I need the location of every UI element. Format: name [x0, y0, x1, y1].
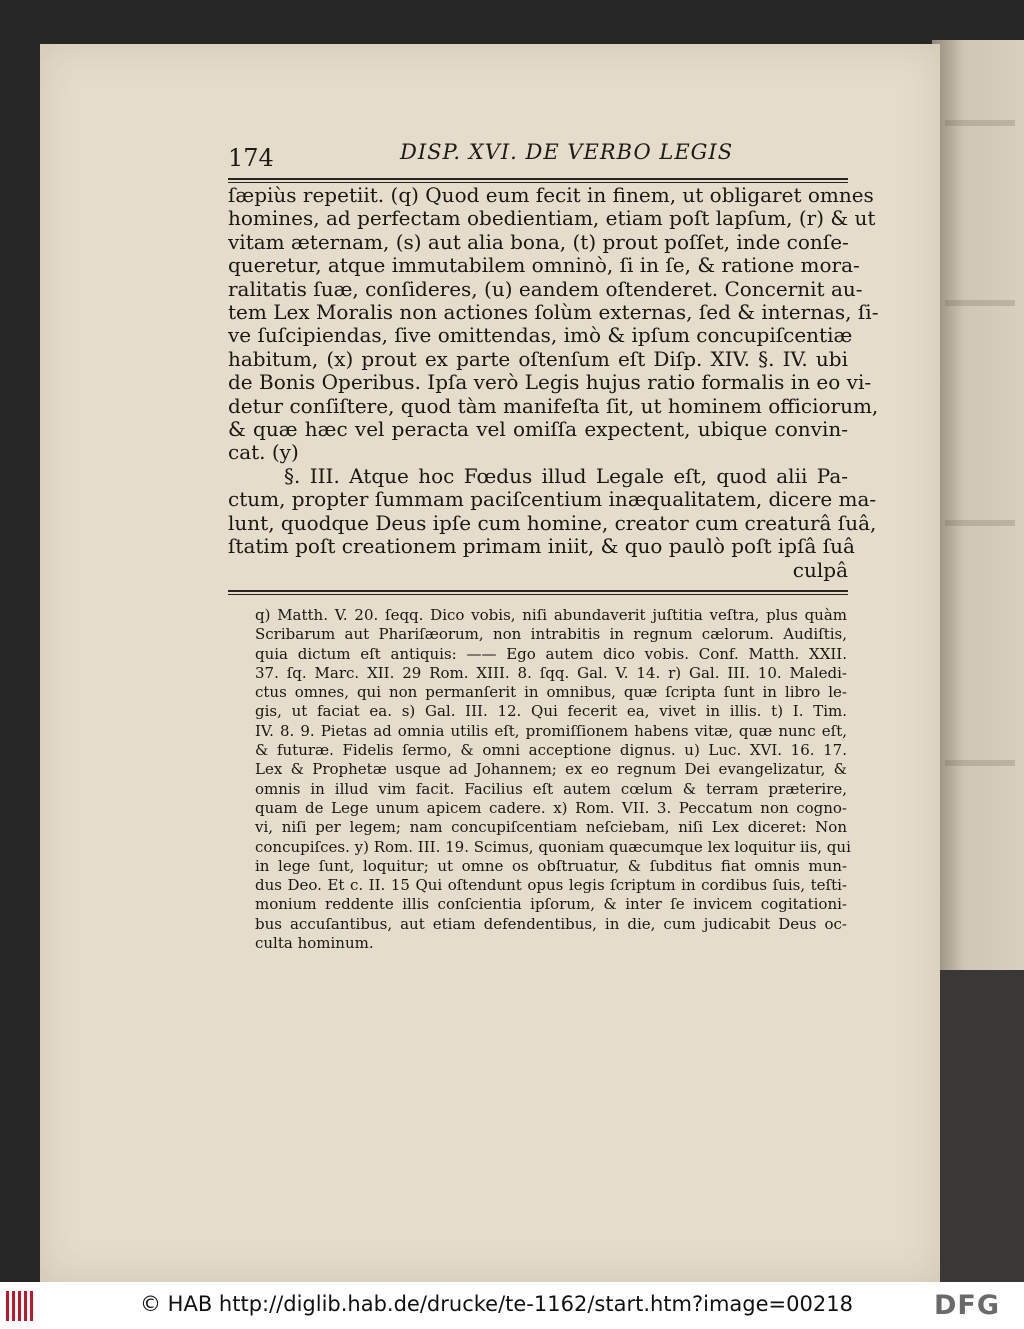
main-text-block	[228, 183, 879, 582]
bleed-through-mark	[945, 120, 1015, 126]
footnote-line: quam de Lege unum apicem cadere. x) Rom. VII. 3. Peccatum non cogno-	[255, 798, 847, 817]
bleed-through-mark	[945, 300, 1015, 306]
page-number: 174	[228, 144, 274, 172]
text-line: & quæ hæc vel peracta vel omiſſa expectent, ubique convin-	[228, 417, 848, 442]
footnote-line: IV. 8. 9. Pietas ad omnia utilis eſt, promiſſionem habens vitæ, quæ nunc eſt,	[255, 721, 847, 740]
text-line: habitum, (x) prout ex parte oſtenſum eſt Diſp. XIV. §. IV. ubi	[228, 346, 848, 371]
text-line: detur conſiſtere, quod tàm manifeſta ſit, ut hominem officiorum,	[228, 393, 879, 418]
bleed-through-mark	[945, 520, 1015, 526]
text-line: ſtatim poſt creationem primam iniit, & quo paulò poſt ipſâ ſuâ	[228, 534, 855, 559]
section-heading-line: §. III. Atque hoc Fœdus illud Legale eſt, quod alii Pa-	[284, 463, 848, 488]
footnote-line: 37. ſq. Marc. XII. 29 Rom. XIII. 8. ſqq. Gal. V. 14. r) Gal. III. 10. Maledi-	[255, 663, 847, 682]
catchword: culpâ	[792, 557, 848, 582]
text-line: cat. (y)	[228, 440, 299, 465]
dfg-logo-icon: DFG	[934, 1290, 1001, 1321]
text-line: homines, ad perfectam obedientiam, etiam poſt lapſum, (r) & ut	[228, 206, 876, 231]
footnote-line: monium reddente illis conſcientia ipſorum, & inter ſe invicem cogitationi-	[255, 895, 847, 914]
text-line: queretur, atque immutabilem omninò, ſi in ſe, & ratione mora-	[228, 253, 860, 278]
running-head: DISP. XVI. DE VERBO LEGIS	[400, 140, 734, 164]
facing-page-shadow	[932, 970, 1024, 1282]
page-header	[228, 140, 848, 176]
footnote-line: culta hominum.	[255, 934, 374, 953]
text-line: ctum, propter ſummam paciſcentium inæqualitatem, dicere ma-	[228, 487, 877, 512]
footnote-line: in lege ſunt, loquitur; ut omne os obſtruatur, & ſubditus fiat omnis mun-	[255, 856, 847, 875]
text-line: de Bonis Operibus. Ipſa verò Legis hujus ratio formalis in eo vi-	[228, 370, 872, 395]
text-line: ſæpiùs repetiit. (q) Quod eum fecit in finem, ut obligaret omnes	[228, 183, 874, 207]
viewer-footer	[0, 1282, 1024, 1329]
source-url-link[interactable]: © HAB http://diglib.hab.de/drucke/te-1162/start.htm?image=00218	[140, 1292, 853, 1316]
text-line: lunt, quodque Deus ipſe cum homine, creator cum creaturâ ſuâ,	[228, 510, 877, 535]
footnote-line: q) Matth. V. 20. ſeqq. Dico vobis, niſi abundaverit juſtitia veſtra, plus quàm	[255, 606, 847, 624]
footnote-line: concupiſces. y) Rom. III. 19. Scimus, quoniam quæcumque lex loquitur iis, qui	[255, 837, 851, 856]
footnote-line: bus accuſantibus, aut etiam defendentibus, in die, cum judicabit Deus oc-	[255, 914, 847, 933]
footnote-line: dus Deo. Et c. II. 15 Qui oſtendunt opus legis ſcriptum in cordibus ſuis, teſti-	[255, 876, 847, 895]
facing-page-edge	[932, 40, 1024, 970]
footnote-line: vi, niſi per legem; nam concupiſcentiam neſciebam, niſi Lex diceret: Non	[255, 818, 847, 837]
footnote-line: gis, ut faciat ea. s) Gal. III. 12. Qui fecerit ea, vivet in illis. t) I. Tim.	[255, 702, 847, 721]
text-line: tem Lex Moralis non actiones ſolùm externas, ſed & internas, ſi-	[228, 300, 879, 325]
footnote-line: Scribarum aut Phariſæorum, non intrabitis in regnum cælorum. Audiſtis,	[255, 625, 847, 644]
bleed-through-mark	[945, 760, 1015, 766]
footnote-line: quia dictum eſt antiquis: —— Ego autem dico vobis. Conf. Matth. XXII.	[255, 644, 847, 663]
footnote-line: ctus omnes, qui non permanſerit in omnibus, quæ ſcripta ſunt in libro le-	[255, 683, 847, 702]
footnotes-block	[255, 606, 851, 953]
hab-logo-icon	[6, 1291, 36, 1321]
footnote-rule	[228, 590, 848, 595]
text-line: vitam æternam, (s) aut alia bona, (t) prout poſſet, inde conſe-	[228, 229, 849, 254]
text-line: ve ſuſcipiendas, ſive omittendas, imò & ipſum concupiſcentiæ	[228, 323, 853, 348]
footnote-line: omnis in illud vim facit. Facilius eſt autem cœlum & terram præterire,	[255, 779, 847, 798]
footnote-line: & futuræ. Fidelis ſermo, & omni acceptione dignus. u) Luc. XVI. 16. 17.	[255, 741, 847, 760]
text-line: ralitatis ſuæ, conſideres, (u) eandem oſtenderet. Concernit au-	[228, 276, 863, 301]
footnote-line: Lex & Prophetæ usque ad Johannem; ex eo regnum Dei evangelizatur, &	[255, 760, 847, 779]
